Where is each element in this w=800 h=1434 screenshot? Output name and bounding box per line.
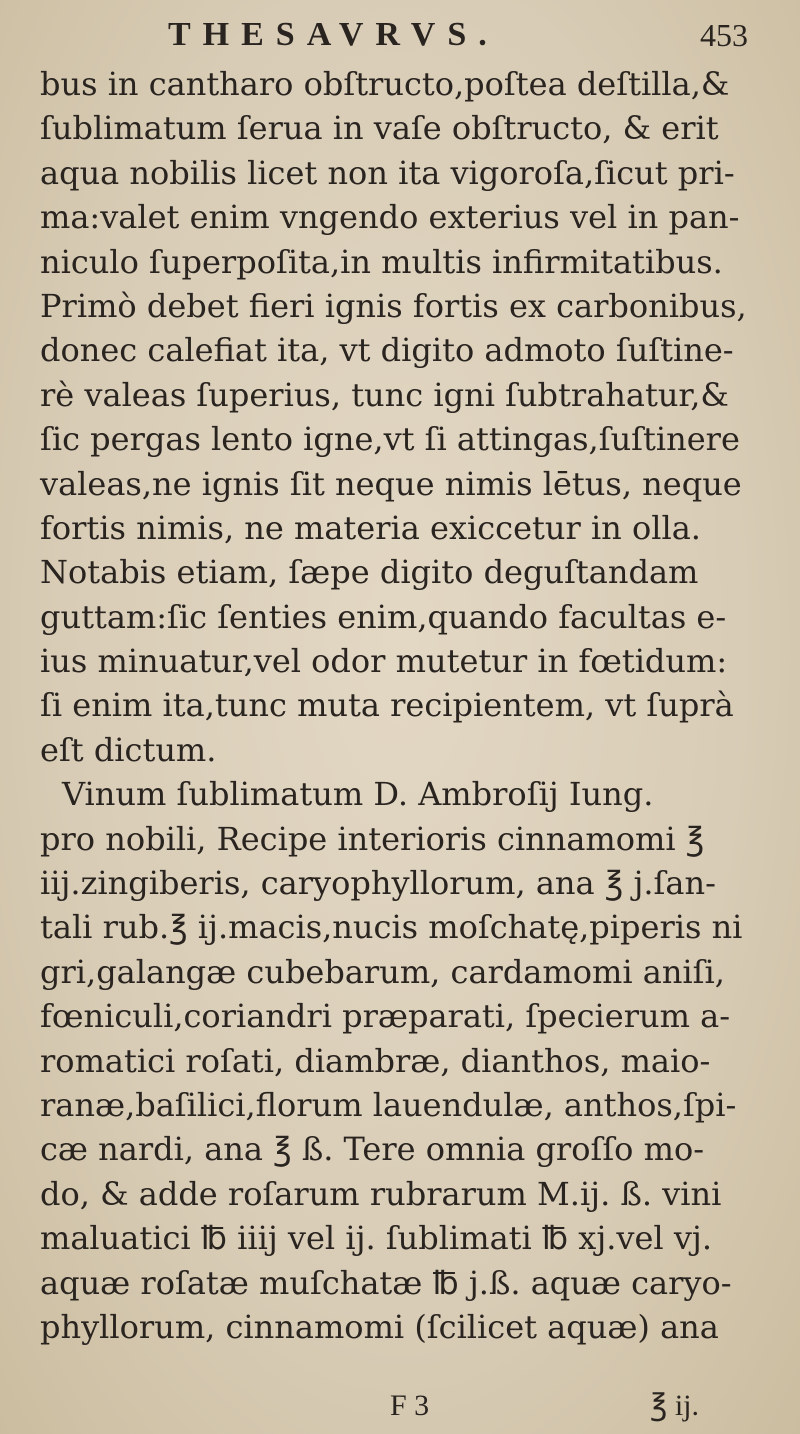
- text-line: Notabis etiam, ſæpe digito deguſtandam: [40, 553, 699, 592]
- text-line: aquæ roſatæ muſchatæ ℔ j.ß. aquæ caryo-: [40, 1263, 732, 1302]
- text-line: ma:valet enim vngendo exterius vel in pan-: [40, 198, 740, 237]
- text-line: fœniculi,coriandri præparati, ſpecierum a-: [40, 997, 730, 1036]
- text-line: niculo ſuperpoſita,in multis infirmitatibus.: [40, 242, 723, 281]
- text-line: romatici roſati, diambræ, dianthos, maio-: [40, 1041, 711, 1080]
- page-footer: [0, 1386, 800, 1426]
- page-header: [0, 14, 800, 56]
- text-line: fortis nimis, ne materia exiccetur in olla.: [40, 508, 701, 547]
- catchword: ℥ ij.: [650, 1389, 699, 1422]
- signature-mark: F 3: [390, 1389, 430, 1422]
- text-line: phyllorum, cinnamomi (ſcilicet aquæ) ana: [40, 1307, 719, 1346]
- text-line: bus in cantharo obſtructo,poſtea deſtilla,&: [40, 65, 730, 103]
- text-line: guttam:ſic ſenties enim,quando facultas e-: [40, 597, 727, 636]
- text-line: do, & adde roſarum rubrarum M.ij. ß. vini: [40, 1174, 722, 1213]
- text-line: aqua nobilis licet non ita vigoroſa,ſicut pri-: [40, 153, 735, 192]
- text-line-paragraph-start: Vinum ſublimatum D. Ambroſij Iung.: [62, 775, 654, 814]
- text-line: donec calefiat ita, vt digito admoto ſuſtine-: [40, 331, 734, 370]
- text-line: ſi enim ita,tunc muta recipientem, vt ſuprà: [40, 686, 734, 725]
- running-head: THESAVRVS.: [168, 16, 499, 53]
- text-line: eſt dictum.: [40, 730, 217, 769]
- text-line: ſublimatum ſerua in vaſe obſtructo, & erit: [40, 109, 719, 148]
- text-line: rè valeas ſuperius, tunc igni ſubtrahatur,&: [40, 375, 729, 414]
- text-line: gri,galangæ cubebarum, cardamomi aniſi,: [40, 952, 725, 991]
- text-line: maluatici ℔ iiij vel ij. ſublimati ℔ xj.vel vj.: [40, 1219, 712, 1258]
- text-line: ſic pergas lento igne,vt ſi attingas,ſuſtinere: [40, 420, 740, 459]
- page-number: 453: [700, 17, 748, 53]
- text-line: iij.zingiberis, caryophyllorum, ana ℥ j.ſan-: [40, 864, 716, 903]
- text-line: cæ nardi, ana ℥ ß. Tere omnia groſſo mo-: [40, 1130, 705, 1169]
- text-line: ranæ,baſilici,florum lauendulæ, anthos,ſpi-: [40, 1085, 737, 1124]
- text-line: pro nobili, Recipe interioris cinnamomi ℥: [40, 819, 705, 858]
- text-line: ius minuatur,vel odor mutetur in fœtidum:: [40, 642, 728, 681]
- text-line: valeas,ne ignis ſit neque nimis lētus, neque: [40, 464, 742, 503]
- text-line: Primò debet fieri ignis fortis ex carbonibus,: [40, 286, 747, 325]
- text-line: tali rub.℥ ij.macis,nucis moſchatę,piperis ni: [40, 908, 743, 947]
- body-text: [40, 62, 780, 1349]
